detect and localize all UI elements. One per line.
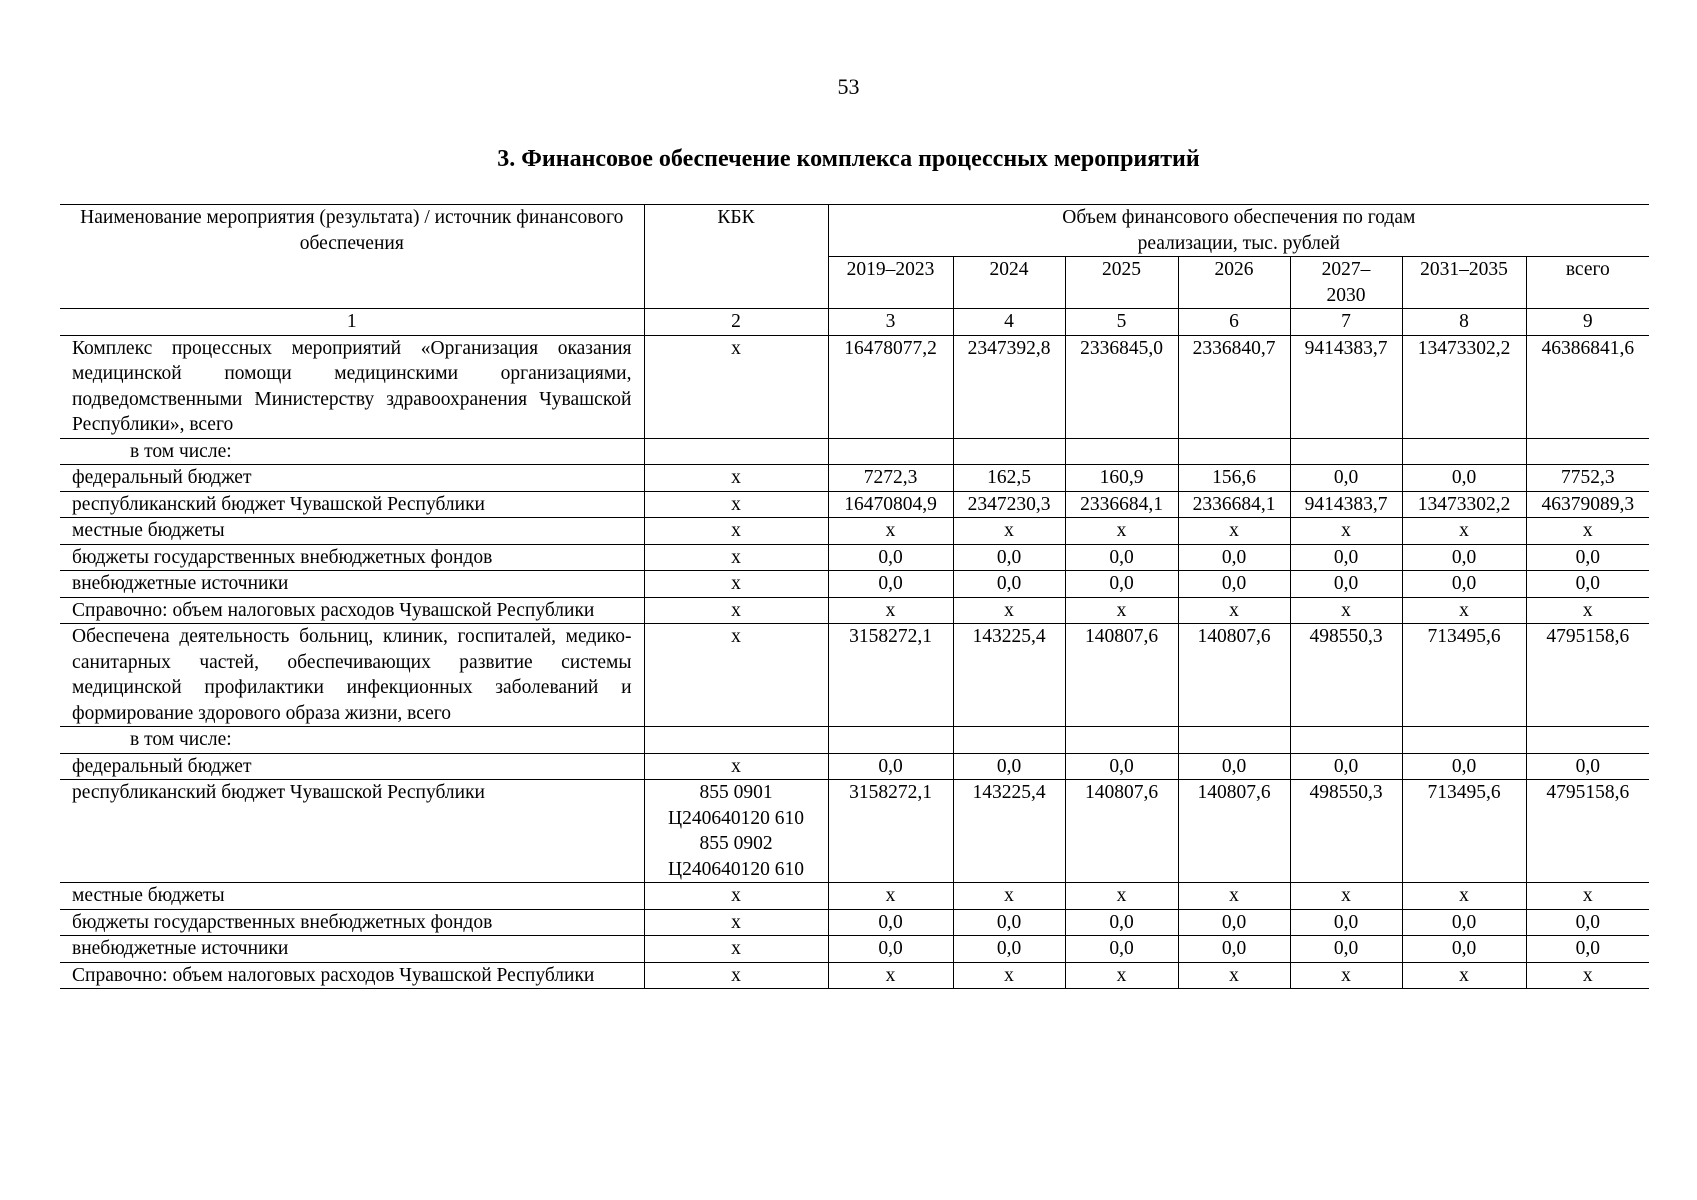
row-value: 0,0	[828, 936, 953, 963]
header-name-column: Наименование мероприятия (результата) / источник финансового обеспечения	[60, 205, 644, 309]
row-value: 2336684,1	[1178, 491, 1290, 518]
row-value: x	[953, 597, 1065, 624]
row-value: 13473302,2	[1402, 491, 1526, 518]
row-value: 0,0	[1402, 909, 1526, 936]
row-kbk: x	[644, 518, 828, 545]
row-name: в том числе:	[60, 438, 644, 465]
row-name: республиканский бюджет Чувашской Республики	[60, 780, 644, 883]
row-value: 3158272,1	[828, 780, 953, 883]
row-value: 3158272,1	[828, 624, 953, 727]
row-value: 0,0	[1290, 909, 1402, 936]
row-value: x	[1178, 883, 1290, 910]
row-name: Комплекс процессных мероприятий «Организация оказания медицинской помощи медицинскими организациями, подведомственными Министерству здравоохранения Чувашской Республики», всего	[60, 335, 644, 438]
row-kbk: x	[644, 465, 828, 492]
row-name: Справочно: объем налоговых расходов Чувашской Республики	[60, 597, 644, 624]
row-kbk: x	[644, 753, 828, 780]
row-value: x	[953, 962, 1065, 989]
row-name: бюджеты государственных внебюджетных фондов	[60, 909, 644, 936]
row-name: Обеспечена деятельность больниц, клиник, госпиталей, медико-санитарных частей, обеспечивающих развитие системы медицинской профилактики инфекционных заболеваний и формирование здорового образа жизни, всего	[60, 624, 644, 727]
row-kbk: x	[644, 936, 828, 963]
row-kbk: x	[644, 962, 828, 989]
row-value: 0,0	[1290, 753, 1402, 780]
row-value: x	[1402, 518, 1526, 545]
row-value: 0,0	[1402, 753, 1526, 780]
header-kbk-column: КБК	[644, 205, 828, 309]
column-number: 2	[644, 309, 828, 336]
row-value: x	[828, 883, 953, 910]
row-value: 156,6	[1178, 465, 1290, 492]
row-name: местные бюджеты	[60, 518, 644, 545]
row-value: x	[1065, 597, 1178, 624]
row-value	[828, 438, 953, 465]
row-name: Справочно: объем налоговых расходов Чувашской Республики	[60, 962, 644, 989]
row-value	[953, 727, 1065, 754]
row-value: 0,0	[1065, 909, 1178, 936]
row-value: 0,0	[1290, 571, 1402, 598]
row-value: 0,0	[828, 753, 953, 780]
page-number: 53	[837, 74, 860, 99]
header-year: 2025	[1065, 257, 1178, 309]
row-name: бюджеты государственных внебюджетных фондов	[60, 544, 644, 571]
row-kbk: x	[644, 883, 828, 910]
column-number: 7	[1290, 309, 1402, 336]
row-value: x	[1402, 962, 1526, 989]
row-value: 0,0	[828, 909, 953, 936]
header-volume-column: Объем финансового обеспечения по годам реализации, тыс. рублей	[828, 205, 1649, 257]
row-value	[1178, 438, 1290, 465]
row-name: федеральный бюджет	[60, 465, 644, 492]
column-number: 8	[1402, 309, 1526, 336]
row-value	[1065, 438, 1178, 465]
row-value: 0,0	[1526, 909, 1649, 936]
row-value: x	[1065, 962, 1178, 989]
row-kbk	[644, 438, 828, 465]
row-value: 13473302,2	[1402, 335, 1526, 438]
row-value: 7272,3	[828, 465, 953, 492]
row-kbk: x	[644, 544, 828, 571]
table-row	[60, 335, 1649, 438]
row-value: 0,0	[1526, 544, 1649, 571]
row-value: 160,9	[1065, 465, 1178, 492]
row-value: 140807,6	[1178, 780, 1290, 883]
row-value: x	[1526, 962, 1649, 989]
row-kbk: x	[644, 491, 828, 518]
column-number: 4	[953, 309, 1065, 336]
table-row	[60, 883, 1649, 910]
row-name: внебюджетные источники	[60, 571, 644, 598]
row-value: 143225,4	[953, 780, 1065, 883]
row-value: x	[828, 962, 953, 989]
financing-table	[60, 204, 1649, 989]
row-value: 0,0	[1178, 571, 1290, 598]
row-value: 0,0	[1526, 571, 1649, 598]
row-value: 140807,6	[1065, 624, 1178, 727]
row-value: 0,0	[1290, 936, 1402, 963]
row-value	[1065, 727, 1178, 754]
column-number: 3	[828, 309, 953, 336]
row-value	[828, 727, 953, 754]
row-value: x	[828, 597, 953, 624]
row-kbk: x	[644, 335, 828, 438]
header-year: 2027–2030	[1290, 257, 1402, 309]
table-row	[60, 936, 1649, 963]
row-value: 2336840,7	[1178, 335, 1290, 438]
row-value: 140807,6	[1178, 624, 1290, 727]
row-value: 0,0	[953, 936, 1065, 963]
row-value: 140807,6	[1065, 780, 1178, 883]
column-number: 6	[1178, 309, 1290, 336]
kbk-line: 855 0901	[699, 782, 773, 803]
row-value: 16478077,2	[828, 335, 953, 438]
row-value: 0,0	[1290, 465, 1402, 492]
row-value: x	[1178, 597, 1290, 624]
row-value: x	[1526, 883, 1649, 910]
row-name: в том числе:	[60, 727, 644, 754]
row-value: 0,0	[953, 544, 1065, 571]
row-name: республиканский бюджет Чувашской Республики	[60, 491, 644, 518]
row-value: 0,0	[828, 544, 953, 571]
row-value	[1526, 727, 1649, 754]
header-year: 2024	[953, 257, 1065, 309]
row-name: федеральный бюджет	[60, 753, 644, 780]
row-value: 2347230,3	[953, 491, 1065, 518]
table-header	[60, 205, 1649, 336]
table-row	[60, 780, 1649, 883]
table-row	[60, 571, 1649, 598]
table-row	[60, 909, 1649, 936]
table-body	[60, 335, 1649, 989]
row-value	[953, 438, 1065, 465]
row-value: 2347392,8	[953, 335, 1065, 438]
header-year: 2019–2023	[828, 257, 953, 309]
row-name: внебюджетные источники	[60, 936, 644, 963]
row-value: 2336845,0	[1065, 335, 1178, 438]
row-value: x	[1290, 883, 1402, 910]
row-value: 7752,3	[1526, 465, 1649, 492]
row-value: 0,0	[1526, 753, 1649, 780]
row-value	[1290, 727, 1402, 754]
row-value: 0,0	[1065, 544, 1178, 571]
row-value	[1178, 727, 1290, 754]
row-value: x	[1526, 597, 1649, 624]
row-value: 0,0	[1402, 544, 1526, 571]
row-value: 0,0	[1065, 936, 1178, 963]
row-kbk: x	[644, 571, 828, 598]
row-value	[1526, 438, 1649, 465]
header-year: всего	[1526, 257, 1649, 309]
row-value: x	[953, 883, 1065, 910]
column-number: 9	[1526, 309, 1649, 336]
column-numbers-row	[60, 309, 1649, 336]
row-value: 0,0	[1178, 936, 1290, 963]
table-row	[60, 518, 1649, 545]
row-kbk: x	[644, 909, 828, 936]
row-value: 0,0	[1178, 753, 1290, 780]
header-year: 2026	[1178, 257, 1290, 309]
row-value: 713495,6	[1402, 780, 1526, 883]
row-value: 162,5	[953, 465, 1065, 492]
row-value: 4795158,6	[1526, 624, 1649, 727]
row-value: 0,0	[1526, 936, 1649, 963]
table-row	[60, 727, 1649, 754]
row-value: 0,0	[1402, 465, 1526, 492]
table-row	[60, 962, 1649, 989]
row-value: x	[953, 518, 1065, 545]
row-value: 9414383,7	[1290, 491, 1402, 518]
kbk-line: 855 0902	[699, 833, 773, 854]
row-value: 498550,3	[1290, 780, 1402, 883]
row-value: 143225,4	[953, 624, 1065, 727]
table-row	[60, 465, 1649, 492]
row-value: 0,0	[1065, 571, 1178, 598]
column-number: 5	[1065, 309, 1178, 336]
header-year: 2031–2035	[1402, 257, 1526, 309]
row-kbk: x	[644, 624, 828, 727]
row-value	[1290, 438, 1402, 465]
row-value: 713495,6	[1402, 624, 1526, 727]
table-row	[60, 438, 1649, 465]
row-name: местные бюджеты	[60, 883, 644, 910]
row-value: x	[828, 518, 953, 545]
row-value: x	[1290, 597, 1402, 624]
row-value: 0,0	[1178, 909, 1290, 936]
row-value: 498550,3	[1290, 624, 1402, 727]
row-value: 0,0	[953, 571, 1065, 598]
row-value: x	[1065, 518, 1178, 545]
table-row	[60, 597, 1649, 624]
row-value: x	[1290, 518, 1402, 545]
row-value: 0,0	[1290, 544, 1402, 571]
row-value: x	[1402, 597, 1526, 624]
row-value: x	[1402, 883, 1526, 910]
kbk-line: Ц240640120 610	[668, 807, 804, 829]
row-value: 0,0	[828, 571, 953, 598]
row-value: 46386841,6	[1526, 335, 1649, 438]
row-value: 2336684,1	[1065, 491, 1178, 518]
row-value: x	[1526, 518, 1649, 545]
row-value: 46379089,3	[1526, 491, 1649, 518]
row-value: 0,0	[953, 753, 1065, 780]
kbk-line: Ц240640120 610	[668, 858, 804, 880]
row-value: x	[1290, 962, 1402, 989]
row-kbk	[644, 727, 828, 754]
row-value: 4795158,6	[1526, 780, 1649, 883]
row-value: 0,0	[953, 909, 1065, 936]
row-value: 0,0	[1402, 571, 1526, 598]
table-row	[60, 624, 1649, 727]
row-kbk: x	[644, 597, 828, 624]
row-value: x	[1065, 883, 1178, 910]
table-row	[60, 753, 1649, 780]
column-number: 1	[60, 309, 644, 336]
row-value: 9414383,7	[1290, 335, 1402, 438]
row-value	[1402, 438, 1526, 465]
row-value: 0,0	[1402, 936, 1526, 963]
table-row	[60, 544, 1649, 571]
table-row	[60, 491, 1649, 518]
page-title: 3. Финансовое обеспечение комплекса процессных мероприятий	[497, 146, 1200, 172]
row-value: 16470804,9	[828, 491, 953, 518]
row-value: x	[1178, 962, 1290, 989]
row-value: 0,0	[1178, 544, 1290, 571]
row-value: x	[1178, 518, 1290, 545]
row-value: 0,0	[1065, 753, 1178, 780]
row-value	[1402, 727, 1526, 754]
row-kbk	[644, 780, 828, 883]
